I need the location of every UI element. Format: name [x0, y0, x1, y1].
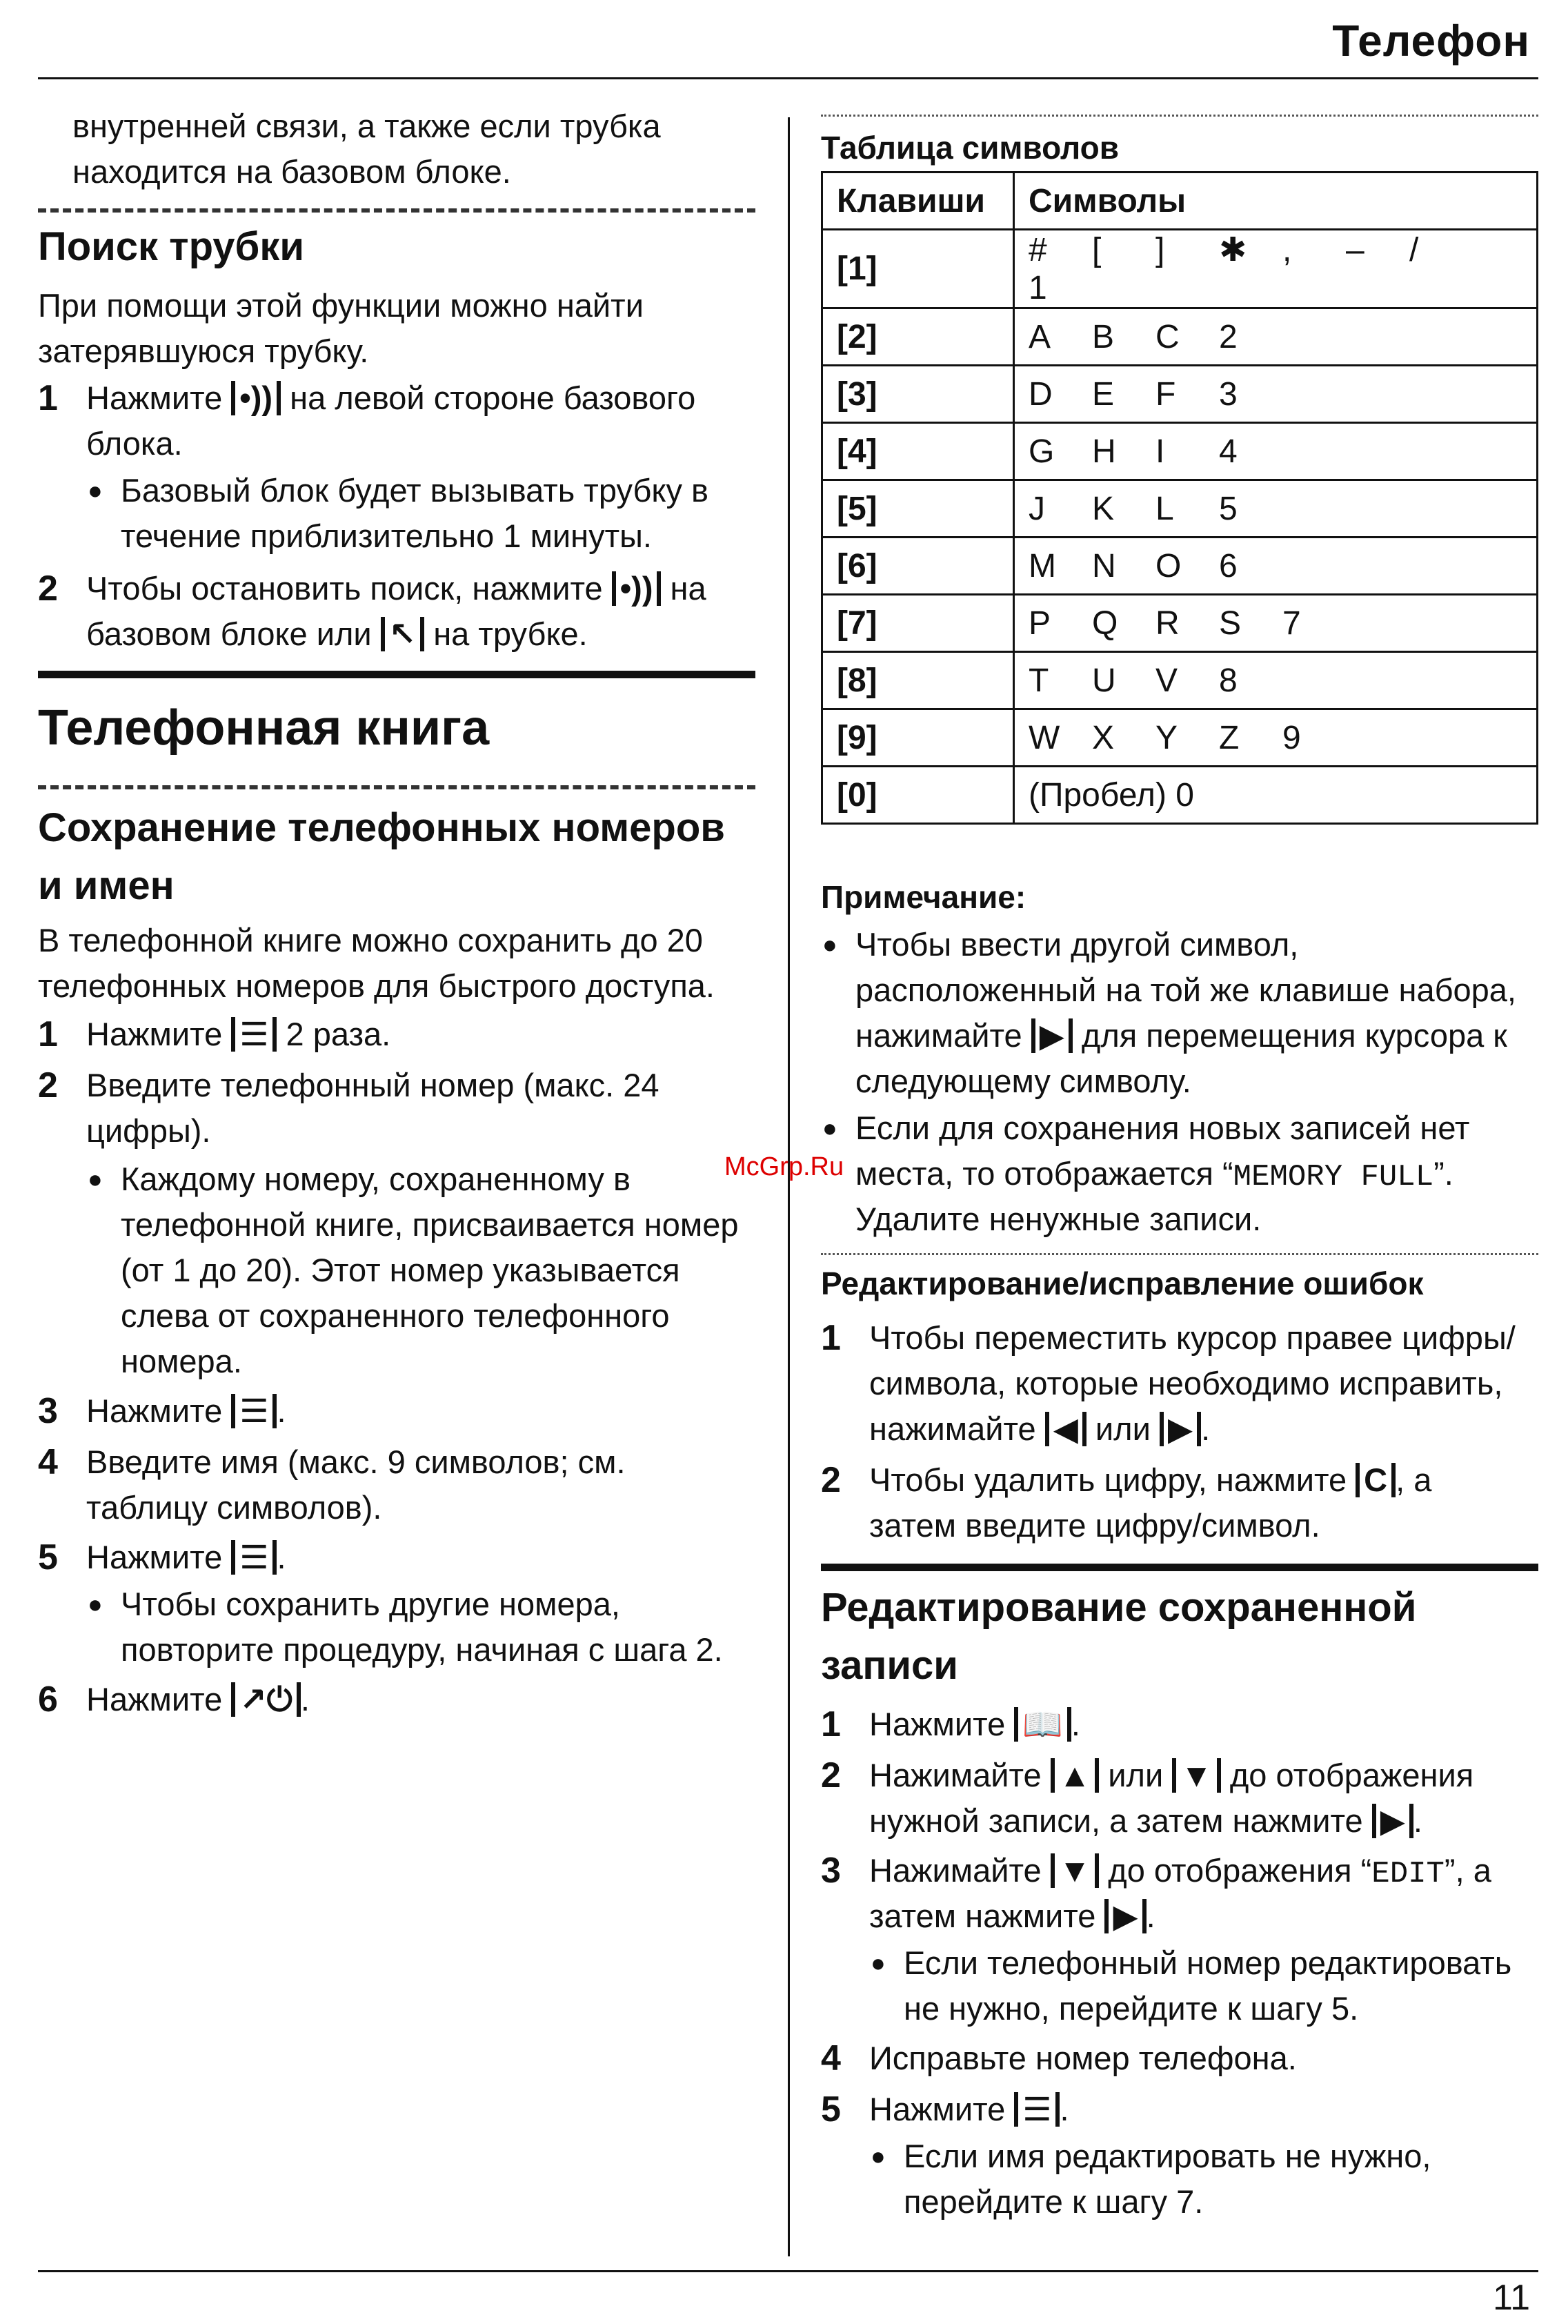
paragraph: затерявшуюся трубку.	[38, 333, 369, 369]
symbol-char: X	[1092, 719, 1115, 756]
step-text	[86, 566, 706, 611]
off-key-icon: ↗⏻	[231, 1682, 301, 1717]
step-number: 4	[821, 2038, 841, 2078]
text-part: места, то отображается “	[855, 1155, 1233, 1192]
symbol-char: N	[1092, 547, 1116, 584]
step-text-part: .	[277, 1539, 286, 1575]
watermark-text: McGrp.Ru	[724, 1152, 844, 1181]
symbol-char: C	[1155, 318, 1180, 355]
symbol-char: –	[1346, 232, 1364, 268]
step-number: 2	[821, 1460, 841, 1500]
symbol-char: E	[1092, 375, 1115, 413]
text-part: для перемещения курсора к	[1081, 1017, 1507, 1054]
table-row	[822, 366, 1538, 423]
subsection-title: и имен	[38, 863, 175, 908]
step-text	[869, 1702, 1080, 1747]
symbols-cell	[1014, 652, 1538, 709]
bullet-text: повторите процедуру, начиная с шага 2.	[121, 1631, 723, 1668]
symbol-char: T	[1029, 662, 1049, 699]
step-text-part: .	[277, 1392, 286, 1429]
section-rule	[38, 785, 755, 789]
step-text-part: на	[670, 570, 706, 607]
step-text	[86, 1012, 390, 1057]
symbol-char: [	[1092, 232, 1102, 268]
symbols-cell	[1014, 366, 1538, 423]
section-rule-thick	[821, 1564, 1538, 1571]
symbol-char: H	[1092, 433, 1116, 470]
page-number: 11	[1493, 2278, 1530, 2318]
bullet-text: расположенный на той же клавише набора,	[855, 972, 1516, 1008]
symbol-char: Q	[1092, 604, 1118, 642]
symbol-char: B	[1092, 318, 1115, 355]
symbol-char: P	[1029, 604, 1051, 642]
step-text-part: Нажмите	[86, 1539, 223, 1575]
symbol-char: A	[1029, 318, 1051, 355]
key-cell: [0]	[822, 767, 1014, 824]
bullet-text: не нужно, перейдите к шагу 5.	[904, 1990, 1359, 2027]
text-part: Нажимайте	[869, 1852, 1042, 1889]
table-row	[822, 308, 1538, 366]
intercom-key-icon: •))	[231, 381, 281, 415]
step-text-part: Нажмите	[86, 1681, 223, 1717]
intercom-key-icon: •))	[612, 571, 662, 606]
symbol-char: R	[1155, 604, 1180, 642]
symbol-char: M	[1029, 547, 1056, 584]
step-number: 3	[38, 1391, 58, 1431]
step-number: 1	[821, 1704, 841, 1744]
step-text	[86, 1388, 286, 1434]
text-part: Чтобы удалить цифру, нажмите	[869, 1461, 1347, 1498]
key-cell: [1]	[822, 230, 1014, 308]
key-cell: [9]	[822, 709, 1014, 767]
symbol-char: (Пробел) 0	[1029, 776, 1194, 814]
talk-key-icon: ↖	[381, 617, 424, 651]
bullet-text: телефонной книге, присваивается номер	[121, 1206, 739, 1243]
right-arrow-key-icon: ▶	[1031, 1018, 1073, 1053]
symbol-table	[821, 171, 1538, 825]
bullet-text: ● Если телефонный номер редактировать	[904, 1940, 1511, 1986]
key-cell: [5]	[822, 480, 1014, 538]
table-header-symbols: Символы	[1014, 173, 1538, 230]
symbol-char: Z	[1219, 719, 1240, 756]
symbol-char: Y	[1155, 719, 1178, 756]
bullet-text: слева от сохраненного телефонного	[121, 1297, 670, 1334]
note-title: Примечание:	[821, 879, 1026, 915]
text-part: или	[1095, 1410, 1151, 1447]
text-part: .	[1201, 1410, 1211, 1447]
step-number: 6	[38, 1680, 58, 1720]
symbols-cell	[1014, 595, 1538, 652]
table-header-keys: Клавиши	[822, 173, 1014, 230]
step-number: 3	[821, 1851, 841, 1891]
symbol-char: #	[1029, 232, 1047, 268]
symbol-char: O	[1155, 547, 1182, 584]
table-row	[822, 595, 1538, 652]
symbol-char: J	[1029, 490, 1045, 527]
symbol-table-body	[822, 230, 1538, 824]
bullet-text: Удалите ненужные записи.	[855, 1201, 1262, 1237]
step-number: 5	[821, 2089, 841, 2129]
symbol-char: 3	[1219, 375, 1238, 413]
bullet-text: течение приблизительно 1 минуты.	[121, 518, 652, 554]
step-number: 5	[38, 1537, 58, 1577]
step-text: Исправьте номер телефона.	[869, 2040, 1297, 2076]
intro-line: находится на базовом блоке.	[72, 153, 511, 190]
key-cell: [7]	[822, 595, 1014, 652]
intro-line: внутренней связи, а также если трубка	[72, 108, 661, 144]
symbol-char: G	[1029, 433, 1055, 470]
bullet-text: перейдите к шагу 7.	[904, 2183, 1204, 2220]
symbol-char: ✱	[1219, 232, 1247, 268]
step-text-part: на трубке.	[433, 616, 588, 652]
down-arrow-key-icon: ▼	[1051, 1853, 1100, 1888]
text-part: до отображения	[1229, 1757, 1474, 1793]
step-text	[869, 1457, 1431, 1503]
table-row	[822, 767, 1538, 824]
symbol-char: S	[1219, 604, 1242, 642]
section-rule	[38, 208, 755, 213]
symbol-char: U	[1092, 662, 1116, 699]
step-text	[86, 1535, 286, 1580]
text-part: нажимайте	[855, 1017, 1022, 1054]
symbol-char: 5	[1219, 490, 1238, 527]
down-arrow-key-icon: ▼	[1172, 1758, 1221, 1793]
bullet-text: (от 1 до 20). Этот номер указывается	[121, 1252, 680, 1288]
symbol-char: F	[1155, 375, 1176, 413]
section-title: Редактирование сохраненной	[821, 1585, 1417, 1630]
bullet-text: следующему символу.	[855, 1063, 1191, 1099]
text-part: нажимайте	[869, 1410, 1036, 1447]
left-arrow-key-icon: ◀	[1045, 1412, 1086, 1446]
symbols-cell	[1014, 480, 1538, 538]
right-arrow-key-icon: ▶	[1160, 1412, 1201, 1446]
step-text	[86, 375, 695, 421]
step-text	[869, 1893, 1155, 1939]
clear-key-icon: C	[1356, 1463, 1396, 1497]
table-row	[822, 423, 1538, 480]
step-text: Введите телефонный номер (макс. 24	[86, 1067, 659, 1103]
right-arrow-key-icon: ▶	[1372, 1804, 1413, 1838]
text-part: Нажмите	[869, 2091, 1006, 2127]
text-part: Нажмите	[869, 1706, 1006, 1742]
key-cell: [3]	[822, 366, 1014, 423]
text-part: или	[1108, 1757, 1164, 1793]
text-part: Нажимайте	[869, 1757, 1042, 1793]
step-text: символа, которые необходимо исправить,	[869, 1365, 1503, 1401]
step-text-part: Нажмите	[86, 1392, 223, 1429]
text-part: затем нажмите	[869, 1898, 1096, 1934]
subsection-title: Сохранение телефонных номеров	[38, 805, 725, 850]
symbols-cell	[1014, 767, 1538, 824]
bullet-text: ● Если для сохранения новых записей нет	[855, 1105, 1469, 1151]
step-text: цифры).	[86, 1112, 211, 1149]
key-cell: [6]	[822, 538, 1014, 595]
symbol-char: /	[1409, 232, 1419, 268]
symbols-cell	[1014, 709, 1538, 767]
bullet-text: номера.	[121, 1343, 242, 1379]
symbol-char: 4	[1219, 433, 1238, 470]
text-part: ”, а	[1444, 1852, 1491, 1889]
step-number: 2	[38, 569, 58, 609]
text-part: .	[1146, 1898, 1155, 1934]
text-part: .	[1071, 1706, 1080, 1742]
symbol-char: 6	[1219, 547, 1238, 584]
symbols-cell	[1014, 423, 1538, 480]
bullet-text: ● Чтобы сохранить другие номера,	[121, 1582, 620, 1627]
step-text-part: Нажмите	[86, 1016, 223, 1052]
subsection-title: Редактирование/исправление ошибок	[821, 1266, 1424, 1301]
text-part: ”.	[1433, 1155, 1453, 1192]
text-part: .	[1060, 2091, 1069, 2127]
step-number: 1	[821, 1318, 841, 1358]
bullet-text	[855, 1151, 1453, 1200]
step-text-part: Нажмите	[86, 380, 223, 416]
key-cell: [4]	[822, 423, 1014, 480]
symbol-char: D	[1029, 375, 1053, 413]
step-text-part: базовом блоке или	[86, 616, 372, 652]
symbols-cell	[1014, 538, 1538, 595]
table-row	[822, 538, 1538, 595]
text-part: , а	[1396, 1461, 1432, 1498]
step-text	[869, 1753, 1473, 1798]
step-text-part: Чтобы остановить поиск, нажмите	[86, 570, 603, 607]
symbol-char: I	[1155, 433, 1165, 470]
page-header-title: Телефон	[1332, 16, 1530, 66]
menu-key-icon: ☰	[231, 1540, 277, 1575]
paragraph: телефонных номеров для быстрого доступа.	[38, 967, 715, 1004]
symbols-cell	[1014, 308, 1538, 366]
step-number: 2	[38, 1065, 58, 1105]
table-row	[822, 480, 1538, 538]
symbol-char: L	[1155, 490, 1174, 527]
key-cell: [2]	[822, 308, 1014, 366]
footer-rule	[38, 2270, 1538, 2272]
step-text-part: на левой стороне базового	[290, 380, 696, 416]
step-text: затем введите цифру/символ.	[869, 1507, 1320, 1544]
symbol-char: 7	[1282, 604, 1301, 642]
step-text: блока.	[86, 425, 183, 462]
step-text: Чтобы переместить курсор правее цифры/	[869, 1319, 1516, 1356]
menu-key-icon: ☰	[231, 1394, 277, 1428]
up-arrow-key-icon: ▲	[1051, 1758, 1100, 1793]
table-row	[822, 709, 1538, 767]
bullet-text: ● Если имя редактировать не нужно,	[904, 2134, 1431, 2179]
step-number: 1	[38, 378, 58, 418]
bullet-text: ● Чтобы ввести другой символ,	[855, 922, 1298, 967]
table-title: Таблица символов	[821, 130, 1120, 166]
key-cell: [8]	[822, 652, 1014, 709]
step-text	[869, 2087, 1069, 2132]
display-text: EDIT	[1371, 1857, 1445, 1891]
text-part: .	[1413, 1802, 1422, 1839]
display-text: MEMORY FULL	[1233, 1160, 1434, 1194]
step-text	[86, 1677, 310, 1722]
symbol-char: 2	[1219, 318, 1238, 355]
table-header-row	[822, 173, 1538, 230]
header-rule	[38, 77, 1538, 79]
section-title: записи	[821, 1643, 958, 1688]
symbol-char: W	[1029, 719, 1060, 756]
step-text	[869, 1848, 1491, 1897]
section-rule-thick	[38, 671, 755, 678]
symbol-char: 1	[1029, 270, 1047, 306]
symbols-cell	[1014, 230, 1538, 308]
menu-key-icon: ☰	[1014, 2092, 1060, 2127]
symbol-char: ]	[1155, 232, 1165, 268]
table-row	[822, 652, 1538, 709]
bullet-text: ● Каждому номеру, сохраненному в	[121, 1156, 631, 1202]
section-title-phonebook: Телефонная книга	[38, 700, 490, 756]
step-number: 4	[38, 1442, 58, 1482]
symbol-char: V	[1155, 662, 1178, 699]
column-divider	[788, 117, 790, 2256]
symbol-char: 8	[1219, 662, 1238, 699]
bullet-text: ● Базовый блок будет вызывать трубку в	[121, 468, 708, 513]
step-text	[86, 611, 588, 657]
section-rule	[821, 1253, 1538, 1255]
symbol-char: ,	[1282, 232, 1292, 268]
phonebook-key-icon: 📖	[1014, 1707, 1071, 1742]
section-rule	[821, 115, 1538, 117]
text-part: нужной записи, а затем нажмите	[869, 1802, 1363, 1839]
step-text: таблицу символов).	[86, 1489, 382, 1526]
step-text	[869, 1406, 1210, 1452]
step-text-part: .	[300, 1681, 310, 1717]
section-title-find: Поиск трубки	[38, 224, 305, 269]
paragraph: В телефонной книге можно сохранить до 20	[38, 922, 703, 958]
paragraph: При помощи этой функции можно найти	[38, 287, 644, 324]
table-row	[822, 230, 1538, 308]
text-part: до отображения “	[1108, 1852, 1372, 1889]
step-number: 1	[38, 1014, 58, 1054]
bullet-text	[855, 1013, 1507, 1058]
menu-key-icon: ☰	[231, 1017, 277, 1052]
step-text-part: 2 раза.	[286, 1016, 391, 1052]
step-text: Введите имя (макс. 9 символов; см.	[86, 1444, 626, 1480]
right-arrow-key-icon: ▶	[1104, 1899, 1146, 1933]
symbol-char: K	[1092, 490, 1115, 527]
symbol-char: 9	[1282, 719, 1301, 756]
step-number: 2	[821, 1755, 841, 1795]
step-text	[869, 1798, 1422, 1844]
